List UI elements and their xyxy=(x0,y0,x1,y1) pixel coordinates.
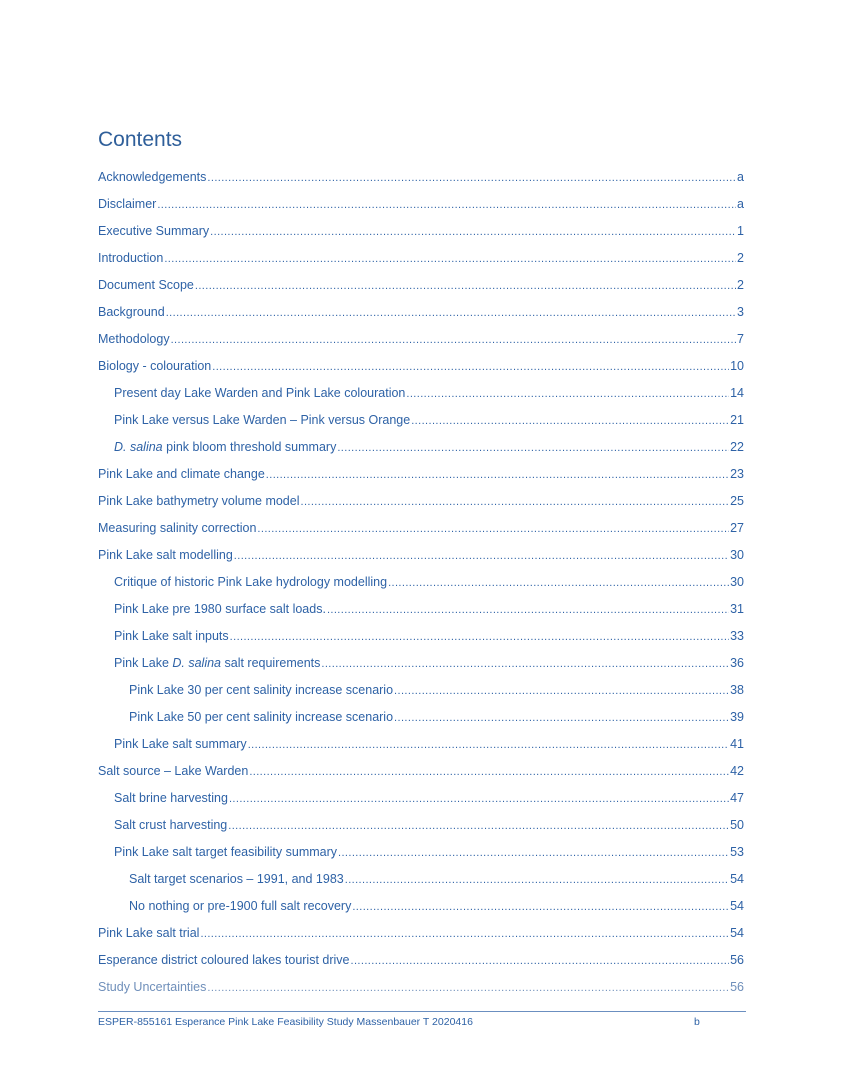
toc-entry-link[interactable] xyxy=(98,676,744,703)
toc-page-number: 7 xyxy=(737,331,744,346)
toc-entry-link[interactable] xyxy=(98,946,744,973)
toc-item xyxy=(98,190,744,217)
footer-divider xyxy=(98,1011,746,1012)
toc-page-number: 39 xyxy=(730,709,744,724)
toc-entry-link[interactable] xyxy=(98,433,744,460)
toc-entry-title-italic: D. salina xyxy=(172,655,222,670)
toc-entry-title: Pink Lake pre 1980 surface salt loads. xyxy=(114,601,326,616)
toc-dot-leader xyxy=(207,982,729,993)
toc-item xyxy=(98,379,744,406)
toc-page-number: 54 xyxy=(730,898,744,913)
toc-entry-title: Pink Lake salt trial xyxy=(98,925,200,940)
toc-page-number: 27 xyxy=(730,520,744,535)
toc-page-number: 30 xyxy=(730,547,744,562)
toc-entry-link[interactable] xyxy=(98,649,744,676)
toc-entry-title: Biology - colouration xyxy=(98,358,212,373)
toc-page-number: 31 xyxy=(730,601,744,616)
toc-item xyxy=(98,487,744,514)
toc-entry-link[interactable] xyxy=(98,730,744,757)
toc-entry-link[interactable] xyxy=(98,757,744,784)
toc-dot-leader xyxy=(338,847,729,858)
toc-dot-leader xyxy=(229,793,729,804)
toc-item xyxy=(98,163,744,190)
toc-item xyxy=(98,919,744,946)
toc-page-number: 47 xyxy=(730,790,744,805)
toc-entry-link[interactable] xyxy=(98,811,744,838)
toc-item xyxy=(98,838,744,865)
toc-entry-title: Pink Lake salt target feasibility summary xyxy=(114,844,338,859)
toc-entry-title: Present day Lake Warden and Pink Lake colouration xyxy=(114,385,406,400)
toc-entry-link[interactable] xyxy=(98,595,744,622)
toc-item xyxy=(98,514,744,541)
toc-entry-title: Salt target scenarios – 1991, and 1983 xyxy=(129,871,344,886)
toc-dot-leader xyxy=(266,469,729,480)
toc-entry-title-text: Pink Lake xyxy=(114,655,173,670)
toc-item xyxy=(98,271,744,298)
toc-item xyxy=(98,460,744,487)
toc-entry-link[interactable] xyxy=(98,784,744,811)
toc-entry-title: Pink Lake and climate change xyxy=(98,466,265,481)
toc-item xyxy=(98,352,744,379)
toc-item xyxy=(98,217,744,244)
toc-entry-link[interactable] xyxy=(98,325,744,352)
toc-dot-leader xyxy=(411,415,729,426)
toc-page-number: 33 xyxy=(730,628,744,643)
toc-item xyxy=(98,406,744,433)
table-of-contents xyxy=(98,163,744,1000)
toc-entry-link[interactable] xyxy=(98,838,744,865)
toc-item xyxy=(98,433,744,460)
toc-dot-leader xyxy=(248,739,729,750)
toc-item xyxy=(98,757,744,784)
toc-entry-link[interactable] xyxy=(98,163,744,190)
toc-entry-link[interactable] xyxy=(98,892,744,919)
toc-item xyxy=(98,811,744,838)
toc-entry-link[interactable] xyxy=(98,190,744,217)
toc-entry-title xyxy=(114,440,336,454)
toc-item xyxy=(98,568,744,595)
toc-entry-link[interactable] xyxy=(98,865,744,892)
toc-item xyxy=(98,730,744,757)
toc-entry-link[interactable] xyxy=(98,406,744,433)
toc-entry-title: Background xyxy=(98,304,165,319)
toc-page-number: 54 xyxy=(730,871,744,886)
toc-item xyxy=(98,946,744,973)
toc-page-number: 21 xyxy=(730,412,744,427)
toc-dot-leader xyxy=(352,901,729,912)
toc-dot-leader xyxy=(200,928,729,939)
toc-dot-leader xyxy=(257,523,729,534)
toc-entry-link[interactable] xyxy=(98,973,744,1000)
toc-dot-leader xyxy=(166,307,736,318)
toc-entry-link[interactable] xyxy=(98,244,744,271)
toc-entry-title: Disclaimer xyxy=(98,196,157,211)
toc-entry-link[interactable] xyxy=(98,514,744,541)
toc-page-number: 2 xyxy=(737,250,744,265)
toc-entry-link[interactable] xyxy=(98,703,744,730)
toc-entry-link[interactable] xyxy=(98,379,744,406)
toc-entry-link[interactable] xyxy=(98,460,744,487)
toc-entry-title: No nothing or pre-1900 full salt recovery xyxy=(129,898,352,913)
toc-item xyxy=(98,325,744,352)
toc-entry-title: Measuring salinity correction xyxy=(98,520,257,535)
toc-item xyxy=(98,541,744,568)
toc-item xyxy=(98,595,744,622)
toc-entry-title: Critique of historic Pink Lake hydrology modelling xyxy=(114,574,388,589)
footer-page-number: b xyxy=(694,1016,700,1028)
toc-dot-leader xyxy=(207,172,736,183)
toc-entry-title: Introduction xyxy=(98,250,164,265)
toc-page-number: 38 xyxy=(730,682,744,697)
toc-entry-title: Methodology xyxy=(98,331,170,346)
toc-item xyxy=(98,298,744,325)
toc-dot-leader xyxy=(234,550,729,561)
toc-dot-leader xyxy=(195,280,736,291)
toc-entry-link[interactable] xyxy=(98,217,744,244)
toc-item xyxy=(98,676,744,703)
toc-item xyxy=(98,892,744,919)
toc-entry-title xyxy=(114,656,320,670)
toc-item xyxy=(98,784,744,811)
toc-page-number: 56 xyxy=(730,952,744,967)
toc-entry-title: Pink Lake salt summary xyxy=(114,736,247,751)
toc-item xyxy=(98,973,744,1000)
toc-entry-link[interactable] xyxy=(98,622,744,649)
toc-entry-title-italic: D. salina xyxy=(114,439,163,454)
toc-dot-leader xyxy=(406,388,729,399)
toc-dot-leader xyxy=(300,496,729,507)
toc-page-number: 22 xyxy=(730,439,744,454)
toc-dot-leader xyxy=(394,712,729,723)
toc-item xyxy=(98,622,744,649)
toc-entry-title: Pink Lake bathymetry volume model xyxy=(98,493,300,508)
toc-dot-leader xyxy=(351,955,730,966)
toc-entry-link[interactable] xyxy=(98,919,744,946)
toc-entry-link[interactable] xyxy=(98,271,744,298)
toc-entry-title: Salt source – Lake Warden xyxy=(98,763,249,778)
toc-page-number: 1 xyxy=(737,223,744,238)
toc-item xyxy=(98,865,744,892)
toc-dot-leader xyxy=(388,577,729,588)
toc-dot-leader xyxy=(327,604,729,615)
toc-page-number: 41 xyxy=(730,736,744,751)
toc-page-number: a xyxy=(737,169,744,184)
toc-item xyxy=(98,244,744,271)
toc-entry-title: Acknowledgements xyxy=(98,169,207,184)
toc-entry-title: Pink Lake 50 per cent salinity increase scenario xyxy=(129,709,394,724)
toc-dot-leader xyxy=(210,226,736,237)
footer-text: ESPER-855161 Esperance Pink Lake Feasibility Study Massenbauer T 2020416 xyxy=(98,1016,473,1028)
toc-page-number: 53 xyxy=(730,844,744,859)
toc-entry-title: Executive Summary xyxy=(98,223,210,238)
toc-dot-leader xyxy=(249,766,729,777)
toc-dot-leader xyxy=(164,253,736,264)
toc-dot-leader xyxy=(394,685,729,696)
toc-entry-link[interactable] xyxy=(98,568,744,595)
toc-page-number: 23 xyxy=(730,466,744,481)
toc-page-number: 25 xyxy=(730,493,744,508)
toc-entry-link[interactable] xyxy=(98,352,744,379)
toc-entry-link[interactable] xyxy=(98,298,744,325)
toc-page-number: 30 xyxy=(730,574,744,589)
toc-page-number: 10 xyxy=(730,358,744,373)
page-title: Contents xyxy=(98,128,183,151)
toc-page-number: 36 xyxy=(730,655,744,670)
toc-entry-title: Pink Lake salt inputs xyxy=(114,628,229,643)
toc-page-number: 2 xyxy=(737,277,744,292)
toc-item xyxy=(98,649,744,676)
toc-entry-link[interactable] xyxy=(98,487,744,514)
toc-entry-title: Pink Lake salt modelling xyxy=(98,547,233,562)
toc-page-number: 56 xyxy=(730,979,744,994)
toc-item xyxy=(98,703,744,730)
toc-page-number: 14 xyxy=(730,385,744,400)
toc-page-number: 42 xyxy=(730,763,744,778)
toc-page-number: 50 xyxy=(730,817,744,832)
toc-entry-title: Document Scope xyxy=(98,277,194,292)
toc-entry-title: Esperance district coloured lakes tourist drive xyxy=(98,952,350,967)
toc-entry-title-text: pink bloom threshold summary xyxy=(162,439,337,454)
toc-dot-leader xyxy=(212,361,729,372)
toc-page-number: 54 xyxy=(730,925,744,940)
toc-dot-leader xyxy=(345,874,729,885)
toc-page-number: 3 xyxy=(737,304,744,319)
toc-dot-leader xyxy=(171,334,736,345)
toc-dot-leader xyxy=(228,820,729,831)
toc-dot-leader xyxy=(230,631,729,642)
toc-entry-title: Pink Lake versus Lake Warden – Pink versus Orange xyxy=(114,412,411,427)
toc-dot-leader xyxy=(337,442,729,453)
toc-entry-title: Salt crust harvesting xyxy=(114,817,228,832)
toc-entry-title: Study Uncertainties xyxy=(98,979,207,994)
toc-entry-title-text: salt requirements xyxy=(221,655,321,670)
toc-dot-leader xyxy=(321,658,729,669)
toc-page-number: a xyxy=(737,196,744,211)
toc-entry-title: Salt brine harvesting xyxy=(114,790,228,805)
toc-dot-leader xyxy=(157,199,736,210)
toc-entry-link[interactable] xyxy=(98,541,744,568)
toc-entry-title: Pink Lake 30 per cent salinity increase scenario xyxy=(129,682,394,697)
